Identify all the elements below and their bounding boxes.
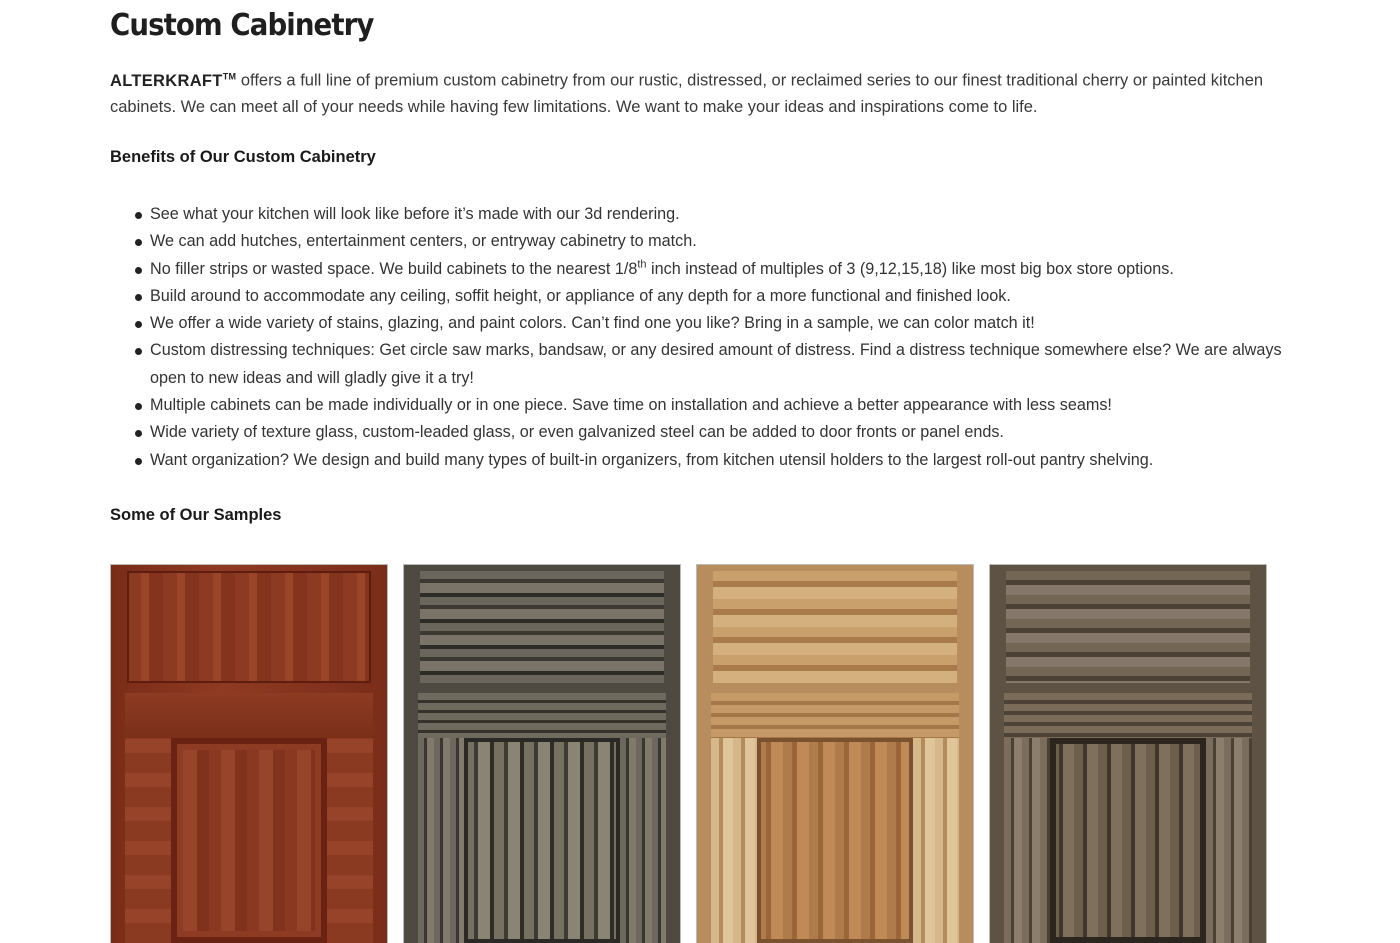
bullet-icon (135, 458, 142, 465)
sample-image-gray-distressed-door[interactable] (404, 565, 680, 943)
list-item (150, 419, 1310, 446)
cabinet-door-image (990, 565, 1266, 943)
list-item (150, 447, 1310, 474)
list-item (150, 201, 1310, 228)
list-item (150, 228, 1310, 255)
benefits-heading: Benefits of Our Custom Cabinetry (110, 148, 376, 166)
trademark-mark: TM (222, 71, 237, 81)
brand-text: ALTERKRAFT (110, 71, 223, 90)
brand-name (110, 72, 236, 90)
intro-paragraph (110, 63, 1270, 120)
list-item-text: inch instead of multiples of 3 (9,12,15,18) like most big box store options. (646, 259, 1174, 278)
list-item-text: We can add hutches, entertainment centers, or entryway cabinetry to match. (150, 232, 697, 251)
list-item-text: No filler strips or wasted space. We build cabinets to the nearest 1/8 (150, 259, 638, 278)
list-item-text: Wide variety of texture glass, custom-leaded glass, or even galvanized steel can be added to door fronts or panel ends. (150, 423, 1004, 442)
list-item-text: Custom distressing techniques: Get circle saw marks, bandsaw, or any desired amount of distress. Find a distress technique somewhere else? We are always open to new ideas and will gladly give it a try! (150, 341, 1282, 387)
bullet-icon (135, 321, 142, 328)
sample-image-brown-distressed-door[interactable] (990, 565, 1266, 943)
bullet-icon (135, 430, 142, 437)
list-item-text: Multiple cabinets can be made individually or in one piece. Save time on installation and achieve a better appearance with less seams! (150, 396, 1112, 415)
sample-image-cherry-door[interactable] (111, 565, 387, 943)
bullet-icon (135, 348, 142, 355)
list-item-text: We offer a wide variety of stains, glazing, and paint colors. Can’t find one you like? Bring in a sample, we can color match it! (150, 314, 1035, 333)
bullet-icon (135, 294, 142, 301)
sample-image-natural-door[interactable] (697, 565, 973, 943)
benefits-list (110, 201, 1310, 474)
list-item (150, 283, 1310, 310)
list-item (150, 256, 1310, 283)
cabinet-door-image (697, 565, 973, 943)
samples-gallery (111, 565, 1266, 943)
bullet-icon (135, 403, 142, 410)
list-item (150, 392, 1310, 419)
list-item (150, 310, 1310, 337)
list-item-text: Build around to accommodate any ceiling, soffit height, or appliance of any depth for a more functional and finished look. (150, 286, 1011, 305)
list-item-text: See what your kitchen will look like before it’s made with our 3d rendering. (150, 205, 680, 223)
samples-heading: Some of Our Samples (110, 506, 282, 524)
cabinet-door-image (404, 565, 680, 943)
superscript: th (637, 258, 647, 271)
list-item-text: Want organization? We design and build many types of built-in organizers, from kitchen utensil holders to the largest roll-out pantry shelving. (150, 450, 1154, 469)
page-title: Custom Cabinetry (110, 8, 374, 43)
bullet-icon (135, 239, 142, 246)
intro-text: offers a full line of premium custom cabinetry from our rustic, distressed, or reclaimed series to our finest traditional cherry or painted kitchen cabinets. We can meet all of your needs while having few limitations. We want to make your ideas and inspirations come to life. (110, 71, 1264, 116)
bullet-icon (135, 267, 142, 274)
list-item (150, 337, 1310, 392)
bullet-icon (135, 212, 142, 219)
cabinet-door-image (111, 565, 387, 943)
